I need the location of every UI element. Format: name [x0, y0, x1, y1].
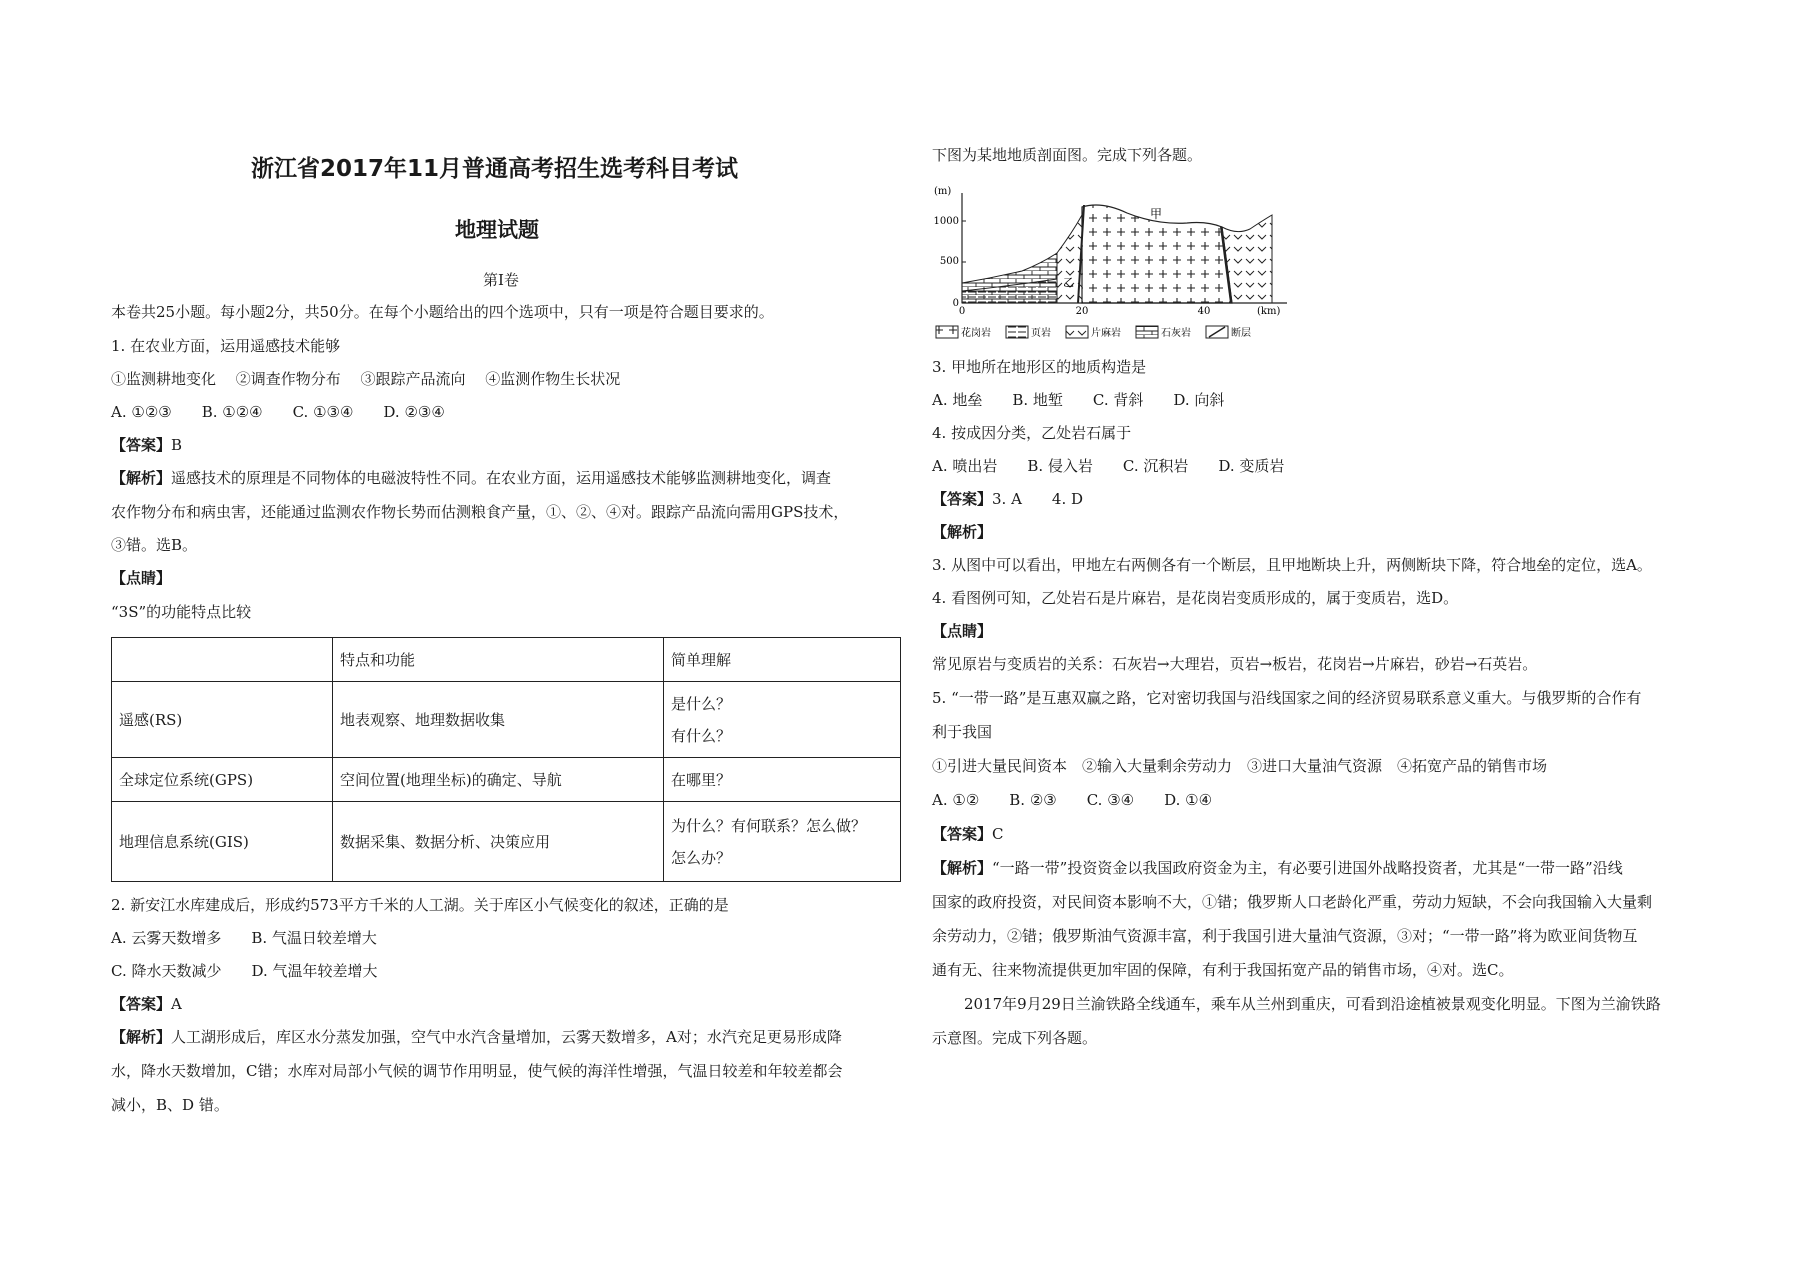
legend-label: 石灰岩	[1161, 328, 1191, 339]
q2-stem: 2. 新安江水库建成后，形成约573平方千米的人工湖。关于库区小气候变化的叙述，正确的是	[111, 896, 729, 914]
x-tick-label: 0	[958, 306, 966, 317]
legend-label: 花岗岩	[961, 328, 991, 339]
q1-tip-title: “3S”的功能特点比较	[111, 603, 252, 621]
cell-line: 是什么？	[671, 694, 732, 713]
q5-stem-line: 5. “一带一路”是互惠双赢之路，它对密切我国与沿线国家之间的经济贸易联系意义重大。与俄罗斯的合作有	[932, 689, 1642, 707]
table-header-row	[112, 638, 901, 682]
q34-tip: 常见原岩与变质岩的关系：石灰岩→大理岩，页岩→板岩，花岗岩→片麻岩，砂岩→石英岩。	[932, 655, 1538, 673]
cell-line: 为什么？有何联系？怎么做？	[671, 816, 867, 835]
q5-analysis-line: 余劳动力，②错；俄罗斯油气资源丰富，利于我国引进大量油气资源，③对；“一带一路”将为欧亚间货物互	[932, 927, 1638, 945]
q2-options-cd: C. 降水天数减少 D. 气温年较差增大	[111, 962, 378, 980]
answer-label: 【答案】	[932, 490, 993, 508]
q3-options: A. 地垒 B. 地堑 C. 背斜 D. 向斜	[932, 391, 1225, 409]
q5-options: A. ①② B. ②③ C. ③④ D. ①④	[932, 791, 1213, 809]
q4-stem: 4. 按成因分类，乙处岩石属于	[932, 424, 1132, 442]
x-tick-label: 40	[1197, 306, 1211, 317]
next-intro-line: 示意图。完成下列各题。	[932, 1029, 1098, 1047]
table-cell: 地表观察、地理数据收集	[333, 682, 664, 758]
x-axis-unit: (km)	[1257, 306, 1281, 317]
analysis-label: 【解析】	[932, 859, 993, 877]
q1-analysis-line: 农作物分布和病虫害，还能通过监测农作物长势而估测粮食产量，①、②、④对。跟踪产品流向需用GPS技术，	[111, 503, 849, 521]
legend-granite-swatch	[936, 326, 958, 338]
q2-analysis-line: 减小，B、D 错。	[111, 1096, 229, 1114]
y-axis-unit: (m)	[934, 186, 952, 197]
q1-analysis-line	[111, 468, 831, 488]
table-cell	[664, 682, 901, 758]
q34-tip-label: 【点睛】	[932, 622, 993, 640]
q1-items: ①监测耕地变化 ②调查作物分布 ③跟踪产品流向 ④监测作物生长状况	[111, 370, 621, 388]
table-cell	[664, 802, 901, 882]
table-cell: 遥感(RS)	[112, 682, 333, 758]
q1-stem: 1. 在农业方面，运用遥感技术能够	[111, 337, 341, 355]
answer-label: 【答案】	[932, 825, 993, 843]
cell-line: 怎么办？	[671, 848, 732, 867]
table-cell: 数据采集、数据分析、决策应用	[333, 802, 664, 882]
table-header-cell: 简单理解	[664, 638, 901, 682]
q2-answer	[111, 994, 182, 1014]
q5-analysis-line: 国家的政府投资，对民间资本影响不大，①错；俄罗斯人口老龄化严重，劳动力短缺，不会向我国输入大量剩	[932, 893, 1653, 911]
legend-limestone-swatch	[1136, 326, 1158, 338]
3s-comparison-table	[111, 637, 901, 882]
q2-analysis-line: 水，降水天数增加，C错；水库对局部小气候的调节作用明显，使气候的海洋性增强，气温日较差和年较差都会	[111, 1062, 843, 1080]
table-row	[112, 758, 901, 802]
analysis-text: 遥感技术的原理是不同物体的电磁波特性不同。在农业方面，运用遥感技术能够监测耕地变化，调查	[171, 469, 832, 487]
table-cell: 空间位置(地理坐标)的确定、导航	[333, 758, 664, 802]
figure-intro: 下图为某地地质剖面图。完成下列各题。	[932, 146, 1203, 164]
answer-label: 【答案】	[111, 995, 172, 1013]
answer-value: C	[992, 825, 1004, 843]
q2-options-ab: A. 云雾天数增多 B. 气温日较差增大	[111, 929, 377, 947]
page-subtitle: 地理试题	[455, 218, 539, 242]
q1-answer	[111, 435, 182, 455]
q5-stem-line: 利于我国	[932, 723, 993, 741]
label-yi: 乙	[1063, 276, 1074, 289]
legend-label: 页岩	[1031, 328, 1051, 339]
analysis-text: “一路一带”投资资金以我国政府资金为主，有必要引进国外战略投资者，尤其是“一带一路”沿线	[992, 859, 1623, 877]
answer-value: 3. A 4. D	[992, 490, 1084, 508]
legend-shale-swatch	[1006, 326, 1028, 338]
y-tick-label: 1000	[933, 216, 959, 227]
cell-line: 有什么？	[671, 726, 732, 745]
y-tick-label: 500	[939, 256, 959, 267]
table-cell: 地理信息系统(GIS)	[112, 802, 333, 882]
table-header-cell: 特点和功能	[333, 638, 664, 682]
table-row	[112, 682, 901, 758]
table-row	[112, 802, 901, 882]
y-tick-label: 0	[952, 298, 959, 309]
legend-fault-line	[1209, 327, 1225, 337]
q3-analysis: 3. 从图中可以看出，甲地左右两侧各有一个断层，且甲地断块上升，两侧断块下降，符合地垒的定位，选A。	[932, 556, 1652, 574]
instructions: 本卷共25小题。每小题2分，共50分。在每个小题给出的四个选项中，只有一项是符合题目要求的。	[111, 303, 774, 321]
q4-options: A. 喷出岩 B. 侵入岩 C. 沉积岩 D. 变质岩	[932, 457, 1285, 475]
legend	[936, 326, 1251, 339]
label-jia: 甲	[1150, 207, 1163, 221]
q34-answer	[932, 489, 1083, 509]
answer-label: 【答案】	[111, 436, 172, 454]
q34-analysis-label: 【解析】	[932, 523, 993, 541]
analysis-label: 【解析】	[111, 469, 172, 487]
answer-value: B	[171, 436, 183, 454]
q1-analysis-line: ③错。选B。	[111, 536, 198, 554]
geologic-cross-section	[932, 183, 1292, 343]
legend-label: 片麻岩	[1091, 328, 1121, 339]
analysis-label: 【解析】	[111, 1028, 172, 1046]
cell-line: 在哪里？	[671, 770, 732, 789]
page-title: 浙江省2017年11月普通高考招生选考科目考试	[251, 156, 739, 182]
analysis-text: 人工湖形成后，库区水分蒸发加强，空气中水汽含量增加，云雾天数增多，A对；水汽充足更易形成降	[171, 1028, 842, 1046]
q5-analysis-line	[932, 858, 1623, 878]
table-cell	[664, 758, 901, 802]
q4-analysis: 4. 看图例可知，乙处岩石是片麻岩，是花岗岩变质形成的，属于变质岩，选D。	[932, 589, 1459, 607]
q2-analysis-line	[111, 1027, 842, 1047]
q5-answer	[932, 824, 1004, 844]
section-label: 第Ⅰ卷	[483, 271, 519, 289]
q5-analysis-line: 通有无、往来物流提供更加牢固的保障，有利于我国拓宽产品的销售市场，④对。选C。	[932, 961, 1514, 979]
q1-tip-label: 【点睛】	[111, 569, 172, 587]
q5-items: ①引进大量民间资本 ②输入大量剩余劳动力 ③进口大量油气资源 ④拓宽产品的销售市场	[932, 757, 1548, 775]
table-cell: 全球定位系统(GPS)	[112, 758, 333, 802]
table-header-cell	[112, 638, 333, 682]
next-intro-line: 2017年9月29日兰渝铁路全线通车，乘车从兰州到重庆，可看到沿途植被景观变化明显。下图为兰渝铁路	[964, 995, 1661, 1013]
q1-options: A. ①②③ B. ①②④ C. ①③④ D. ②③④	[111, 403, 445, 421]
answer-value: A	[171, 995, 182, 1013]
x-tick-label: 20	[1075, 306, 1089, 317]
legend-gneiss-swatch	[1066, 326, 1088, 338]
legend-label: 断层	[1231, 328, 1251, 339]
q3-stem: 3. 甲地所在地形区的地质构造是	[932, 358, 1147, 376]
